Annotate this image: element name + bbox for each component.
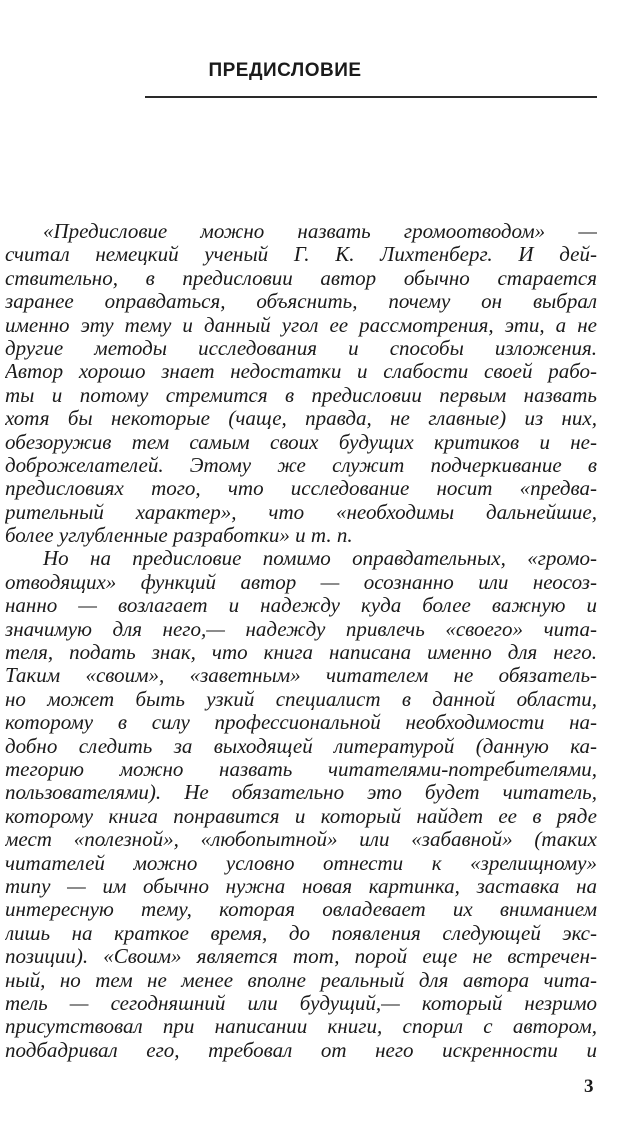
text-line: добно следить за выходящей литературой (данную ка- <box>5 734 597 758</box>
text-line: рительный характер», что «необходимы дальнейшие, <box>5 500 597 524</box>
text-line: читателей можно условно отнести к «зрелищному» <box>5 851 597 875</box>
heading-rule <box>145 96 597 98</box>
text-line: пользователями). Не обязательно это будет читатель, <box>5 781 597 805</box>
text-line: доброжелателей. Этому же служит подчеркивание в <box>5 453 597 477</box>
text-line: теля, подать знак, что книга написана именно для него. <box>5 641 597 665</box>
text-line: именно эту тему и данный угол ее рассмотрения, эти, а не <box>5 313 597 337</box>
text-line: типу — им обычно нужна новая картинка, заставка на <box>5 874 597 898</box>
text-line: подбадривал его, требовал от него искренности и <box>5 1038 597 1062</box>
text-line: лишь на краткое время, до появления следующей экс- <box>5 921 597 945</box>
text-line: значимую для него,— надежду привлечь «своего» чита- <box>5 617 597 641</box>
body-text <box>5 220 597 1062</box>
text-line: заранее оправдаться, объяснить, почему он выбрал <box>5 290 597 314</box>
chapter-heading: ПРЕДИСЛОВИЕ <box>208 60 362 81</box>
text-line: которому в силу профессиональной необходимости на- <box>5 711 597 735</box>
text-line: хотя бы некоторые (чаще, правда, не главные) из них, <box>5 407 597 431</box>
text-line: Автор хорошо знает недостатки и слабости своей рабо- <box>5 360 597 384</box>
text-line: обезоружив тем самым своих будущих критиков и не- <box>5 430 597 454</box>
text-line: отводящих» функций автор — осознанно или неосоз- <box>5 570 597 594</box>
text-line: позиции). «Своим» является тот, порой еще не встречен- <box>5 945 597 969</box>
text-line: Таким «своим», «заветным» читателем не обязатель- <box>5 664 597 688</box>
text-line: ты и потому стремится в предисловии первым назвать <box>5 383 597 407</box>
text-line: интересную тему, которая овладевает их вниманием <box>5 898 597 922</box>
text-line: которому книга понравится и который найдет ее в ряде <box>5 804 597 828</box>
text-line: присутствовал при написании книги, спорил с автором, <box>5 1015 597 1039</box>
text-line: Но на предисловие помимо оправдательных, «громо- <box>43 547 597 571</box>
text-line: ный, но тем не менее вполне реальный для автора чита- <box>5 968 597 992</box>
text-line: другие методы исследования и способы изложения. <box>5 336 597 360</box>
text-line: «Предисловие можно назвать громоотводом» — <box>43 220 597 243</box>
text-line: предисловиях того, что исследование носит «предва- <box>5 477 597 501</box>
text-line: нанно — возлагает и надежду куда более важную и <box>5 594 597 618</box>
page-number: 3 <box>584 1076 594 1097</box>
text-line: мест «полезной», «любопытной» или «забавной» (таких <box>5 828 597 852</box>
text-line: но может быть узкий специалист в данной области, <box>5 687 597 711</box>
text-line: более углубленные разработки» и т. п. <box>5 524 353 548</box>
text-line: тегорию можно назвать читателями-потребителями, <box>5 757 597 781</box>
text-line: считал немецкий ученый Г. К. Лихтенберг. И дей- <box>5 243 597 267</box>
text-line: ствительно, в предисловии автор обычно старается <box>5 266 597 290</box>
text-line: тель — сегодняшний или будущий,— который незримо <box>5 991 597 1015</box>
